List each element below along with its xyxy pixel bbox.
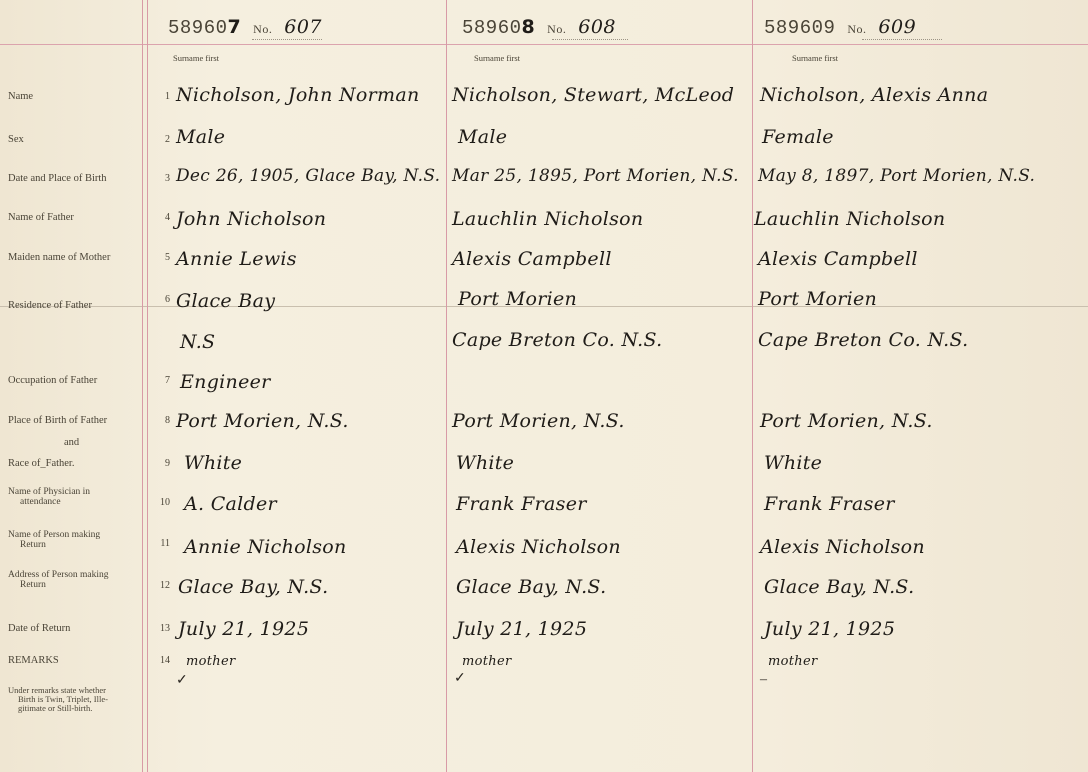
- entry-remarks: mother: [462, 654, 512, 669]
- certificate-number: [764, 16, 916, 39]
- check-mark: –: [760, 672, 767, 687]
- entry-physician: A. Calder: [184, 493, 277, 515]
- label-address: [8, 570, 109, 590]
- overwrite-digit: 7: [227, 16, 242, 38]
- row-number: 7: [165, 375, 170, 386]
- entry-physician: Frank Fraser: [764, 493, 895, 515]
- printed-number: 58960: [168, 17, 228, 39]
- certificate-number: [168, 16, 322, 39]
- entry-name: Nicholson, John Norman: [176, 84, 420, 106]
- entry-address: Glace Bay, N.S.: [764, 576, 915, 598]
- no-label: No.: [547, 22, 567, 36]
- label-sex: Sex: [8, 134, 24, 145]
- row-number: 11: [160, 538, 170, 549]
- surname-first-label: Surname first: [792, 53, 839, 63]
- entry-sex: Male: [176, 126, 226, 148]
- row-number: 1: [165, 91, 170, 102]
- row-number: 8: [165, 415, 170, 426]
- entry-remarks: mother: [186, 654, 236, 669]
- column-rule-2: [446, 0, 447, 772]
- handwritten-number: 609: [878, 16, 917, 38]
- entry-birth: Mar 25, 1895, Port Morien, N.S.: [452, 166, 739, 186]
- label-person-line-1: Name of Person making: [8, 530, 101, 540]
- entry-mother: Annie Lewis: [176, 248, 297, 270]
- entry-birth: Dec 26, 1905, Glace Bay, N.S.: [176, 166, 441, 186]
- column-rule-1: [142, 0, 148, 772]
- entry-physician: Frank Fraser: [456, 493, 587, 515]
- label-physician: [8, 487, 90, 507]
- no-label: No.: [847, 22, 867, 36]
- entry-name: Nicholson, Alexis Anna: [760, 84, 989, 106]
- row-number: 6: [165, 294, 170, 305]
- entry-residence-2: Cape Breton Co. N.S.: [758, 329, 969, 351]
- label-remarks: REMARKS: [8, 655, 59, 666]
- printed-number: 58960: [462, 17, 522, 39]
- label-physician-line-2: attendance: [20, 497, 61, 507]
- label-occupation: Occupation of Father: [8, 375, 98, 386]
- note-line-3: gitimate or Still-birth.: [18, 703, 93, 713]
- top-rule: [0, 44, 1088, 45]
- entry-date-return: July 21, 1925: [178, 618, 310, 640]
- row-number: 2: [165, 134, 170, 145]
- entry-remarks: mother: [768, 654, 818, 669]
- label-address-line-2: Return: [20, 580, 46, 590]
- no-label: No.: [253, 22, 273, 36]
- entry-occupation: Engineer: [180, 371, 271, 393]
- label-name: Name: [8, 91, 34, 102]
- entry-birth: May 8, 1897, Port Morien, N.S.: [758, 166, 1036, 186]
- entry-date-return: July 21, 1925: [764, 618, 896, 640]
- entry-father-birth: Port Morien, N.S.: [452, 410, 625, 432]
- entry-address: Glace Bay, N.S.: [456, 576, 607, 598]
- row-number: 9: [165, 458, 170, 469]
- label-address-line-1: Address of Person making: [8, 570, 109, 580]
- check-mark: ✓: [176, 673, 188, 688]
- label-person: [8, 530, 100, 550]
- note-line-1: Under remarks state whether: [8, 685, 106, 695]
- label-remarks-note: [8, 686, 108, 713]
- label-race: Race of_Father.: [8, 458, 75, 469]
- entry-name: Nicholson, Stewart, McLeod: [452, 84, 735, 106]
- row-number: 10: [160, 497, 170, 508]
- row-number: 12: [160, 580, 170, 591]
- entry-race: White: [184, 452, 243, 474]
- entry-residence-1: Glace Bay: [176, 290, 276, 312]
- entry-race: White: [764, 452, 823, 474]
- column-rule-3: [752, 0, 753, 772]
- row-number: 13: [160, 623, 170, 634]
- number-line: [252, 39, 322, 40]
- overwrite-digit: 8: [521, 16, 536, 38]
- label-person-line-2: Return: [20, 540, 46, 550]
- entry-father: Lauchlin Nicholson: [452, 208, 644, 230]
- entry-sex: Female: [762, 126, 834, 148]
- label-birth: Date and Place of Birth: [8, 173, 107, 184]
- entry-residence-2: N.S: [180, 331, 216, 353]
- entry-person: Alexis Nicholson: [760, 536, 925, 558]
- entry-father: John Nicholson: [176, 208, 327, 230]
- label-and: and: [64, 437, 80, 448]
- handwritten-number: 607: [284, 16, 322, 38]
- label-father-birth: Place of Birth of Father: [8, 415, 108, 426]
- entry-race: White: [456, 452, 515, 474]
- surname-first-label: Surname first: [173, 53, 220, 63]
- entry-father-birth: Port Morien, N.S.: [176, 410, 349, 432]
- entry-father: Lauchlin Nicholson: [754, 208, 946, 230]
- entry-residence-2: Cape Breton Co. N.S.: [452, 329, 663, 351]
- printed-number: 589609: [764, 17, 836, 39]
- certificate-number: [462, 16, 616, 39]
- entry-date-return: July 21, 1925: [456, 618, 588, 640]
- label-mother: Maiden name of Mother: [8, 252, 111, 263]
- entry-residence-1: Port Morien: [458, 288, 578, 310]
- note-line-2: Birth is Twin, Triplet, Ille-: [18, 694, 108, 704]
- label-date-return: Date of Return: [8, 623, 71, 634]
- row-number: 5: [165, 252, 170, 263]
- label-residence: Residence of Father: [8, 300, 92, 311]
- entry-mother: Alexis Campbell: [758, 248, 918, 270]
- surname-first-label: Surname first: [474, 53, 521, 63]
- number-line: [862, 39, 942, 40]
- row-number: 3: [165, 173, 170, 184]
- row-number: 14: [160, 655, 170, 666]
- handwritten-number: 608: [578, 16, 616, 38]
- label-physician-line-1: Name of Physician in: [8, 487, 91, 497]
- label-father: Name of Father: [8, 212, 74, 223]
- check-mark: ✓: [454, 671, 466, 686]
- entry-father-birth: Port Morien, N.S.: [760, 410, 933, 432]
- entry-mother: Alexis Campbell: [452, 248, 612, 270]
- entry-person: Alexis Nicholson: [456, 536, 621, 558]
- entry-sex: Male: [458, 126, 508, 148]
- entry-address: Glace Bay, N.S.: [178, 576, 329, 598]
- number-line: [552, 39, 628, 40]
- entry-person: Annie Nicholson: [184, 536, 347, 558]
- row-number: 4: [165, 212, 170, 223]
- entry-residence-1: Port Morien: [758, 288, 878, 310]
